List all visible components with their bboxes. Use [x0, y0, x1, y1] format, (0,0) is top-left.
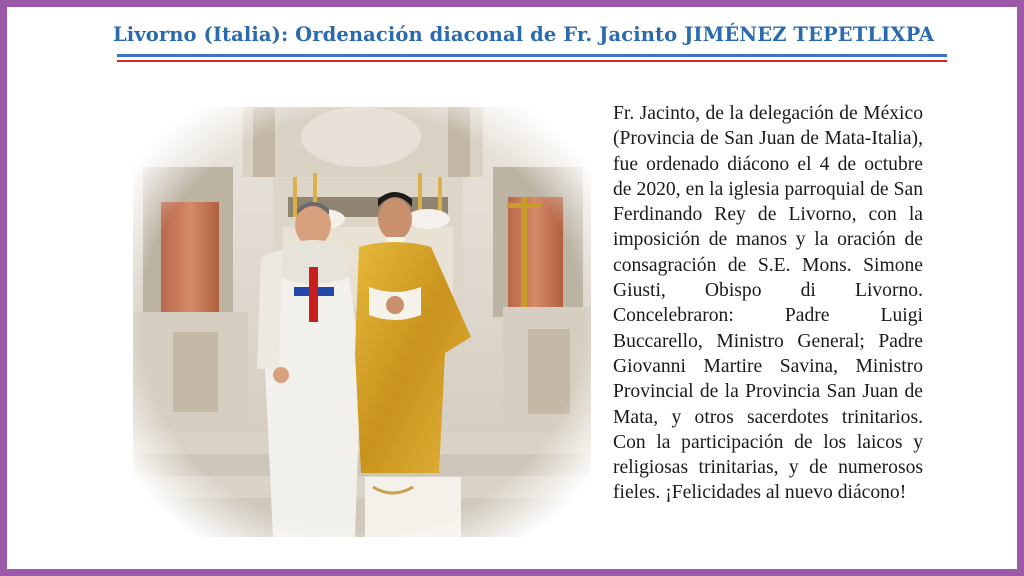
title-rule-blue	[117, 54, 947, 57]
title-rule-red	[117, 60, 947, 62]
ordination-photo	[133, 107, 591, 537]
article-body: Fr. Jacinto, de la delegación de México (Provincia de San Juan de Mata-Italia), fue ordenado diácono el 4 de octubre de 2020, en la iglesia parroquial de San Ferdinando Rey de Livorno, con la imposición de manos y la oración de consagración de S.E. Mons. Simone Giusti, Obispo di Livorno. Concelebraron: Padre Luigi Buccarello, Ministro General; Padre Giovanni Martire Savina, Ministro Provincial de la Provincia San Juan de Mata, y otros sacerdotes trinitarios. Con la participación de los laicos y religiosas trinitarias, y de numerosos fieles. ¡Felicidades al nuevo diácono!	[613, 103, 923, 504]
article-title: Livorno (Italia): Ordenación diaconal de Fr. Jacinto JIMÉNEZ TEPETLIXPA	[113, 23, 935, 46]
